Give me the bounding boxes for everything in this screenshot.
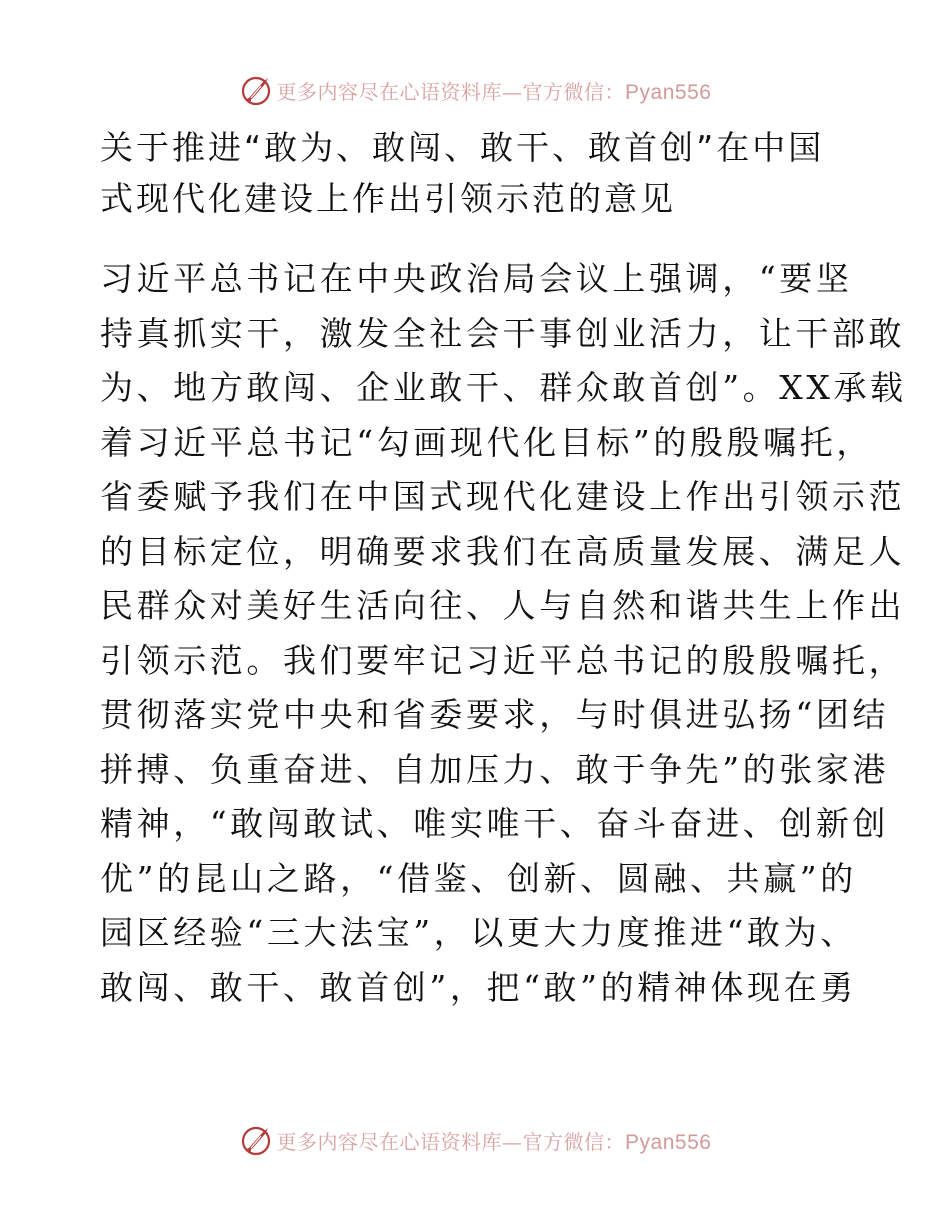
body-line: 持真抓实干，激发全社会干事创业活力，让干部敢 (100, 313, 906, 353)
body-line: 着习近平总书记“勾画现代化目标”的殷殷嘱托， (100, 422, 873, 462)
body-line: 贯彻落实党中央和省委要求，与时俱进弘扬“团结 (100, 695, 890, 734)
header-banner-text (277, 76, 712, 105)
body-line: 优”的昆山之路，“借鉴、创新、圆融、共赢”的 (100, 858, 857, 898)
header-banner-cn: 更多内容尽在心语资料库—官方微信： (276, 79, 626, 104)
body-line: 民群众对美好生活向往、人与自然和谐共生上作出 (100, 586, 906, 625)
quill-pen-logo-icon (239, 72, 275, 108)
body-line: 引领示范。我们要牢记习近平总书记的殷殷嘱托， (100, 640, 906, 680)
footer-banner (0, 1120, 950, 1160)
body-paragraph (100, 252, 907, 1015)
footer-banner-cn: 更多内容尽在心语资料库—官方微信： (276, 1129, 626, 1154)
footer-banner-text (277, 1126, 712, 1155)
body-line: 习近平总书记在中央政治局会议上强调，“要坚 (100, 259, 853, 298)
quill-pen-logo-icon (239, 1122, 275, 1158)
footer-banner-wechat-id: Pyan556 (625, 1130, 712, 1154)
title-line: 式现代化建设上作出引领示范的意见 (100, 179, 676, 218)
body-line: 省委赋予我们在中国式现代化建设上作出引领示范 (100, 477, 906, 516)
title-line: 关于推进“敢为、敢闯、敢干、敢首创”在中国 (100, 128, 825, 167)
document-title (100, 122, 860, 224)
body-line: 敢闯、敢干、敢首创”，把“敢”的精神体现在勇 (100, 967, 857, 1007)
body-line: 精神，“敢闯敢试、唯实唯干、奋斗奋进、创新创 (100, 804, 890, 843)
body-line: 为、地方敢闯、企业敢干、群众敢首创”。XX承载 (100, 368, 907, 407)
body-line: 拼搏、负重奋进、自加压力、敢于争先”的张家港 (100, 749, 890, 789)
header-banner-wechat-id: Pyan556 (625, 80, 712, 104)
body-line: 园区经验“三大法宝”，以更大力度推进“敢为、 (100, 913, 857, 952)
header-banner (0, 70, 950, 110)
body-line: 的目标定位，明确要求我们在高质量发展、满足人 (100, 531, 906, 571)
